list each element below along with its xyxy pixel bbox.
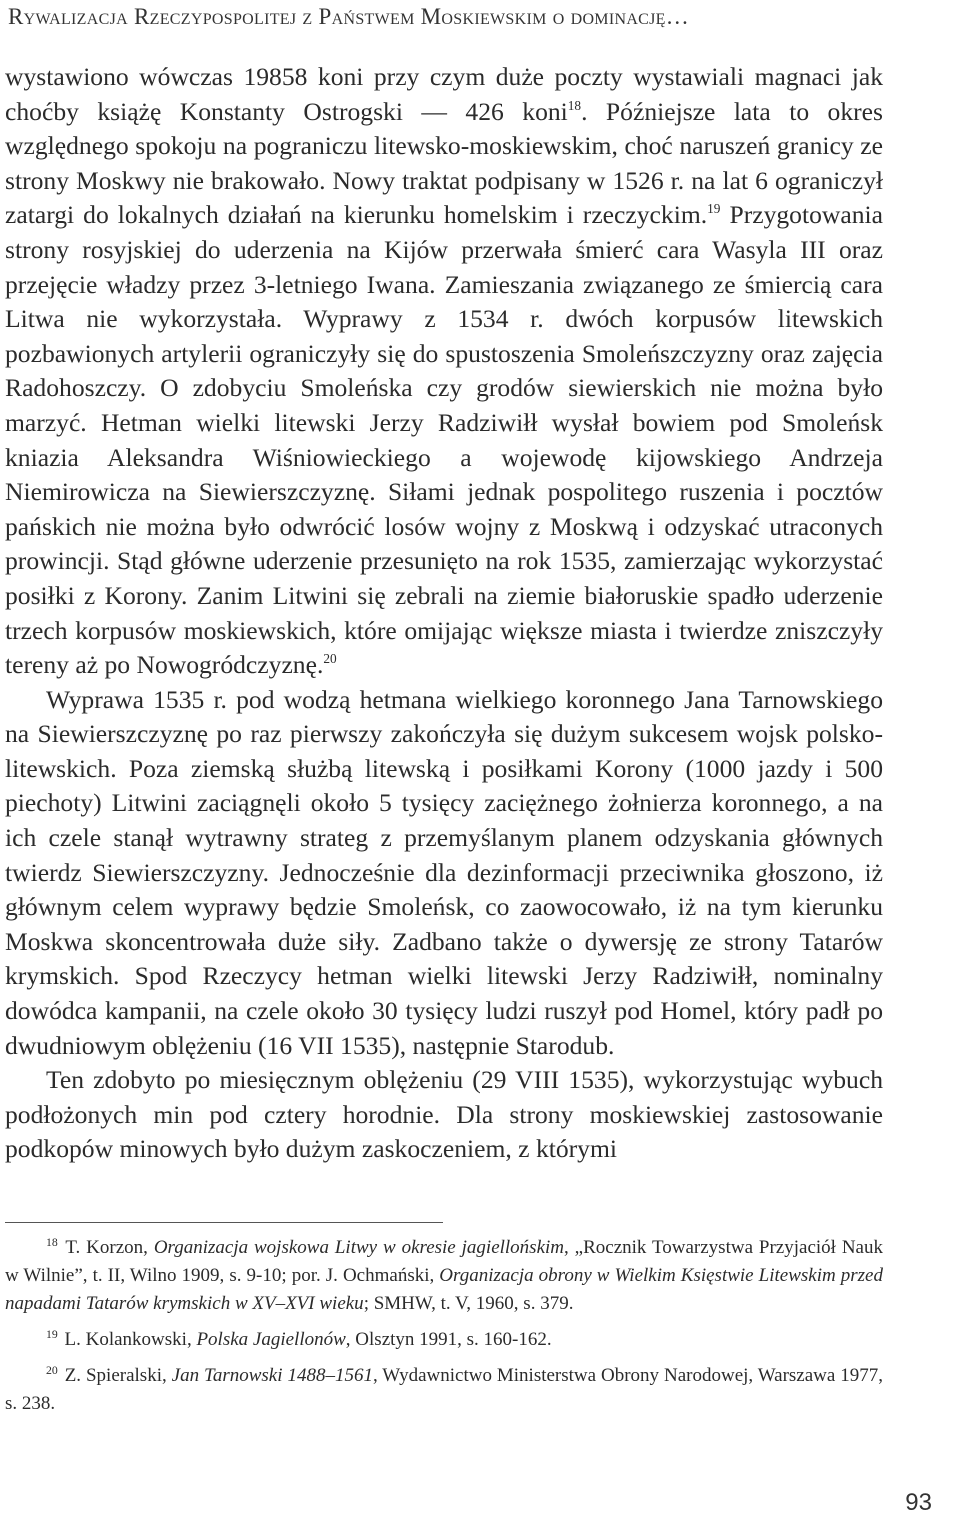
running-head: Rywalizacja Rzeczypospolitej z Państwem Moskiewskim o dominację… xyxy=(8,4,690,29)
footnote-title: Jan Tarnowski 1488–1561 xyxy=(171,1365,373,1386)
footnote-text: L. Kolankowski, xyxy=(59,1329,197,1350)
footnote-title: Polska Jagiellonów xyxy=(196,1329,346,1350)
footnote-ref-20[interactable]: 20 xyxy=(323,651,337,667)
footnote-ref-19[interactable]: 19 xyxy=(707,201,721,217)
footnote-text: , Wydawnictwo Ministerstwa Obrony Narodowej, Warszawa 1977, s. 238. xyxy=(5,1365,884,1414)
footnote-text: Z. Spieralski, xyxy=(59,1365,172,1386)
footnotes xyxy=(5,1234,883,1426)
footnote-text: T. Korzon, xyxy=(59,1237,154,1258)
paragraph: Ten zdobyto po miesięcznym oblężeniu (29 VIII 1535), wykorzystując wybuch podłożonych min pod cztery horodnie. Dla strony moskiewskiej zastosowanie podkopów minowych było dużym zaskoczeniem, z którymi xyxy=(5,1065,883,1164)
footnote-19 xyxy=(5,1326,883,1354)
paragraph-text: wystawiono wówczas 19858 koni przy czym duże poczty wystawiali magnaci jak choćby książę Konstanty Ostrogski — 426 koni xyxy=(5,62,883,126)
footnote-title: Organizacja wojskowa Litwy w okresie jagiellońskim xyxy=(153,1237,565,1258)
paragraph xyxy=(5,60,883,683)
paragraph: Wyprawa 1535 r. pod wodzą hetmana wielkiego koronnego Jana Tarnowskiego na Siewierszczyznę po raz pierwszy zakończyła się dużym sukcesem wojsk polsko-litewskich. Poza ziemską służbą litewską i posiłkami Korony (1000 jazdy i 500 piechoty) Litwini zaciągnęli około 5 tysięcy zaciężnego żołnierza koronnego, a na ich czele stanął wytrawny strateg z przemyślanym planem odzyskania głównych twierdz Siewierszczyzny. Jednocześnie dla dezinformacji przeciwnika głoszono, iż głównym celem wyprawy będzie Smoleńsk, co zaowocowało, iż na tym kierunku Moskwa skoncentrowała duże siły. Zadbano także o dywersję ze strony Tatarów krymskich. Spod Rzeczycy hetman wielki litewski Jerzy Radziwiłł, nominalny dowódca kampanii, na czele około 30 tysięcy ludzi ruszył pod Homel, który padł po dwudniowym oblężeniu (16 VII 1535), następnie Starodub. xyxy=(5,684,883,1060)
footnote-text: ; SMHW, t. V, 1960, s. 379. xyxy=(363,1293,574,1314)
footnote-number: 19 xyxy=(46,1327,58,1341)
paragraph-text: Przygotowania strony rosyjskiej do uderzenia na Kijów przerwała śmierć cara Wasyla III oraz przejęcie władzy przez 3-letniego Iwana. Zamieszania związanego ze śmiercią cara Litwa nie wykorzystała. Wyprawy z 1534 r. dwóch korpusów litewskich pozbawionych artylerii ograniczyły się do spustoszenia Smoleńszczyzny oraz zajęcia Radohoszczy. O zdobyciu Smoleńska czy grodów siewierskich nie można było marzyć. Hetman wielki litewski Jerzy Radziwiłł wysłał bowiem pod Smoleńsk kniazia Aleksandra Wiśniowieckiego a wojewodę kijowskiego Andrzeja Niemirowicza na Siewierszczyznę. Siłami jednak pospolitego ruszenia i pocztów pańskich nie można było odwrócić losów wojny z Moskwą i odzyskać utraconych prowincji. Stąd główne uderzenie przesunięto na rok 1535, zamierzając wykorzystać posiłki z Korony. Zanim Litwini się zebrali na ziemie białoruskie spadło uderzenie trzech korpusów moskiewskich, które omijając większe miasta i twierdze zniszczyły tereny aż po Nowogródczyznę. xyxy=(5,200,883,680)
page-number: 93 xyxy=(905,1489,932,1516)
footnote-18 xyxy=(5,1234,883,1318)
footnote-number: 18 xyxy=(46,1235,58,1249)
footnote-title: Organizacja obrony w Wielkim Księstwie Litewskim przed napadami Tatarów krymskich w XV–XVI wieku xyxy=(5,1265,883,1314)
footnote-separator xyxy=(5,1222,443,1223)
footnote-text: , „Rocznik Towarzystwa Przyjaciół Nauk w Wilnie”, t. II, Wilno 1909, s. 9-10; por. J. Ochmański, xyxy=(5,1237,883,1286)
footnote-ref-18[interactable]: 18 xyxy=(567,97,582,113)
footnote-20 xyxy=(5,1362,883,1418)
footnote-text: , Olsztyn 1991, s. 160-162. xyxy=(345,1329,552,1350)
paragraph-text: . Późniejsze lata to okres względnego spokoju na pograniczu litewsko-moskiewskim, choć naruszeń granicy ze strony Moskwy nie brakowało. Nowy traktat podpisany w 1526 r. na lat 6 ograniczył zatargi do lokalnych działań na kierunku homelskim i rzeczyckim. xyxy=(5,96,883,230)
main-text xyxy=(5,60,883,1167)
footnote-number: 20 xyxy=(46,1363,58,1377)
